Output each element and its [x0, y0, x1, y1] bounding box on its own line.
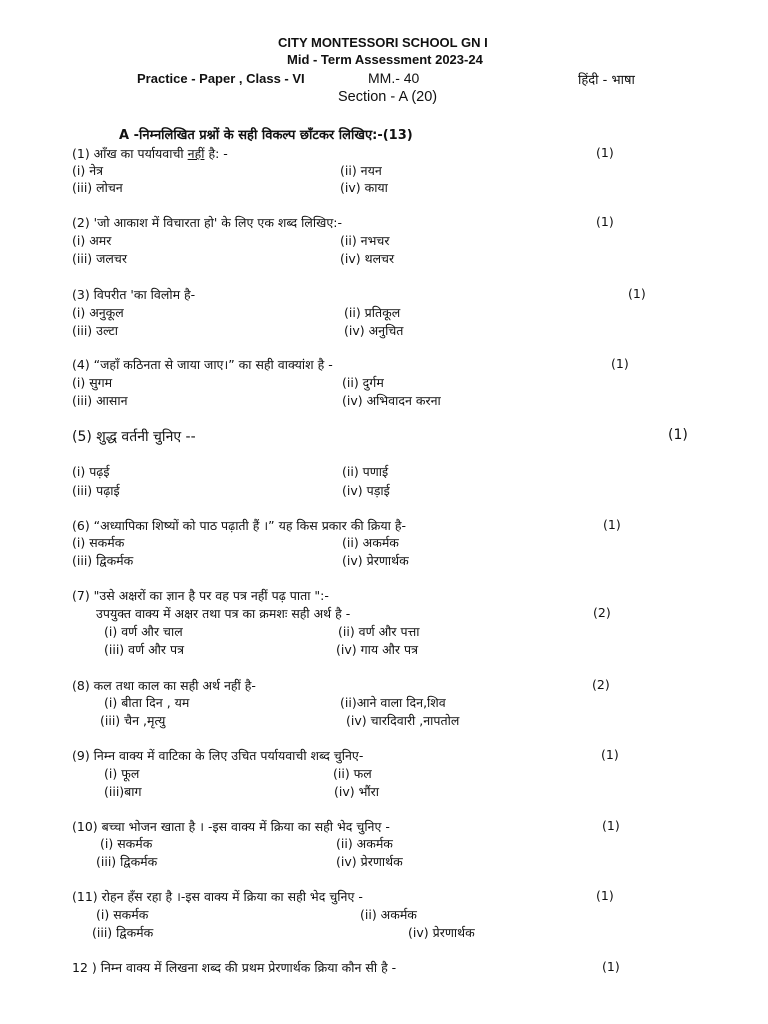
question-7: (7) "उसे अक्षरों का ज्ञान है पर वह पत्र नहीं पढ़ पाता ":-	[72, 588, 329, 603]
option: (ii) दुर्गम	[342, 375, 384, 390]
option: (iv) भौंरा	[334, 784, 379, 799]
option: (ii) फल	[333, 766, 372, 781]
question-4: (4) “जहाँ कठिनता से जाया जाए।” का सही वाक्यांश है -	[72, 357, 333, 372]
question-marks: (1)	[596, 214, 614, 229]
option: (ii) नभचर	[340, 233, 390, 248]
option: (i) सकर्मक	[100, 836, 153, 851]
option: (iv) गाय और पत्र	[336, 642, 418, 657]
option: (iii) लोचन	[72, 180, 123, 195]
option: (iii) चैन ,मृत्यु	[100, 713, 166, 728]
instruction: A -निम्नलिखित प्रश्नों के सही विकल्प छाँटकर लिखिए:-(13)	[119, 128, 413, 143]
option: (i) वर्ण और चाल	[104, 624, 183, 639]
question-marks: (1)	[603, 517, 621, 532]
option: (iii)बाग	[104, 784, 142, 799]
option: (i) सकर्मक	[72, 535, 125, 550]
question-12: 12 ) निम्न वाक्य में लिखना शब्द की प्रथम प्रेरणार्थक क्रिया कौन सी है -	[72, 960, 397, 975]
question-6: (6) “अध्यापिका शिष्यों को पाठ पढ़ाती हैं ।” यह किस प्रकार की क्रिया है-	[72, 518, 406, 533]
option: (iii) आसान	[72, 393, 128, 408]
question-marks: (1)	[611, 356, 629, 371]
option: (iii) द्विकर्मक	[92, 925, 154, 940]
option: (iv) थलचर	[340, 251, 395, 266]
question-marks: (1)	[601, 747, 619, 762]
question-marks: (1)	[596, 888, 614, 903]
option: (iv) चारदिवारी ,नापतोल	[346, 713, 460, 728]
option: (iii) पढ़ाई	[72, 483, 120, 498]
option: (ii) पणाई	[342, 464, 389, 479]
question-9: (9) निम्न वाक्य में वाटिका के लिए उचित पर्यायवाची शब्द चुनिए-	[72, 748, 364, 763]
option: (i) अमर	[72, 233, 112, 248]
option: (iv) अनुचित	[344, 323, 404, 338]
option: (ii) अकर्मक	[360, 907, 417, 922]
option: (i) सुगम	[72, 375, 113, 390]
option: (iv) प्रेरणार्थक	[342, 553, 409, 568]
question-marks: (1)	[596, 145, 614, 160]
question-subtext: उपयुक्त वाक्य में अक्षर तथा पत्र का क्रमशः सही अर्थ है -	[96, 606, 351, 621]
option: (iii) वर्ण और पत्र	[104, 642, 184, 657]
max-marks: MM.- 40	[368, 70, 420, 86]
option: (iii) द्विकर्मक	[72, 553, 134, 568]
option: (ii) अकर्मक	[336, 836, 393, 851]
question-text: (1) आँख का पर्यायवाची	[72, 146, 188, 161]
question-marks: (2)	[593, 605, 611, 620]
question-1	[72, 145, 228, 162]
option: (iii) जलचर	[72, 251, 127, 266]
question-8: (8) कल तथा काल का सही अर्थ नहीं है-	[72, 678, 256, 693]
option: (i) सकर्मक	[96, 907, 149, 922]
question-5: (5) शुद्ध वर्तनी चुनिए --	[72, 429, 196, 445]
option: (iii) उल्टा	[72, 323, 118, 338]
option: (ii)आने वाला दिन,शिव	[340, 695, 446, 710]
paper-class: Practice - Paper , Class - VI	[137, 71, 305, 86]
question-marks: (1)	[628, 286, 646, 301]
option: (iv) प्रेरणार्थक	[336, 854, 403, 869]
section-heading: Section - A (20)	[338, 89, 438, 105]
option: (ii) अकर्मक	[342, 535, 399, 550]
option: (iv) अभिवादन करना	[342, 393, 441, 408]
question-marks: (1)	[668, 427, 688, 443]
question-text-underlined: नहीं	[187, 146, 205, 161]
question-text: है: -	[204, 146, 228, 161]
option: (iv) पड़ाई	[342, 483, 390, 498]
question-10: (10) बच्चा भोजन खाता है । -इस वाक्य में क्रिया का सही भेद चुनिए -	[72, 819, 390, 834]
exam-title: Mid - Term Assessment 2023-24	[287, 52, 483, 67]
option: (ii) नयन	[340, 163, 382, 178]
question-2: (2) 'जो आकाश में विचारता हो' के लिए एक शब्द लिखिए:-	[72, 215, 342, 230]
question-3: (3) विपरीत 'का विलोम है-	[72, 287, 196, 302]
question-marks: (1)	[602, 959, 620, 974]
option: (i) फूल	[104, 766, 140, 781]
option: (i) अनुकूल	[72, 305, 124, 320]
option: (ii) प्रतिकूल	[344, 305, 401, 320]
question-11: (11) रोहन हँस रहा है ।-इस वाक्य में क्रिया का सही भेद चुनिए -	[72, 889, 363, 904]
subject: हिंदी - भाषा	[578, 73, 635, 88]
option: (iv) काया	[340, 180, 388, 195]
school-name: CITY MONTESSORI SCHOOL GN I	[278, 35, 488, 50]
option: (i) पढ़ई	[72, 464, 110, 479]
option: (ii) वर्ण और पत्ता	[338, 624, 420, 639]
option: (i) बीता दिन , यम	[104, 695, 190, 710]
option: (iii) द्विकर्मक	[96, 854, 158, 869]
option: (i) नेत्र	[72, 163, 104, 178]
question-marks: (2)	[592, 677, 610, 692]
question-marks: (1)	[602, 818, 620, 833]
option: (iv) प्रेरणार्थक	[408, 925, 475, 940]
